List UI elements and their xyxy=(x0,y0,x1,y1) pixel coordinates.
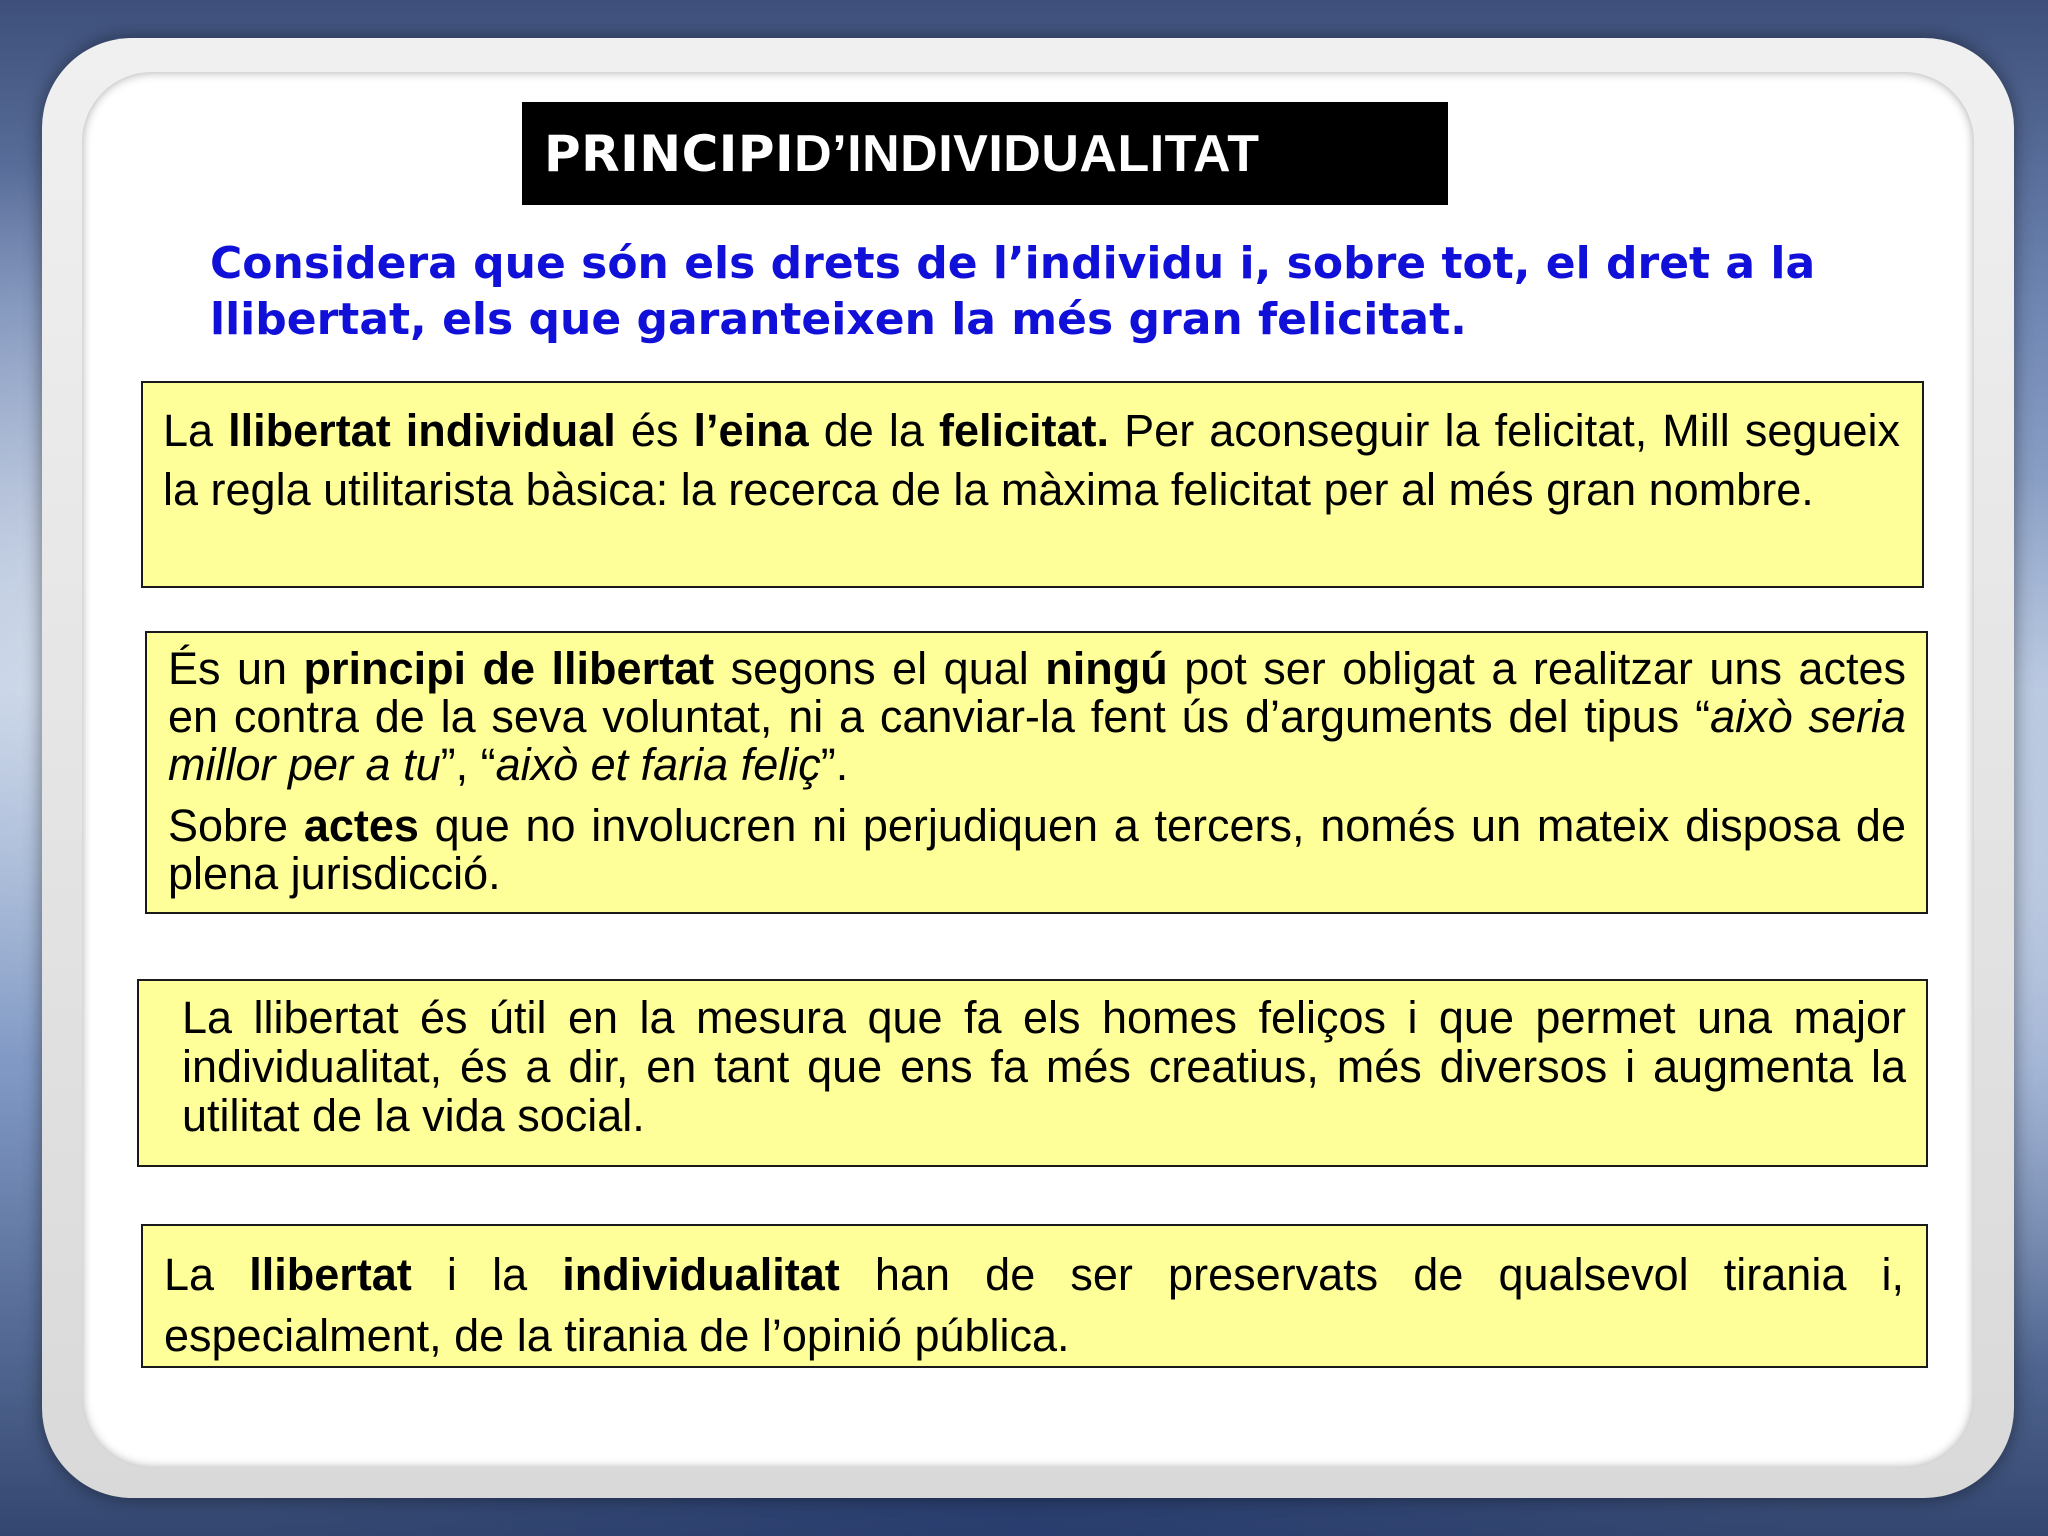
box2-text: És un xyxy=(168,643,304,694)
box2-text: pot ser obligat a realitzar uns actes en contra de la seva voluntat, ni a canviar-la fent ús d’arguments del tipus “ xyxy=(168,643,1906,742)
box2-text: Sobre xyxy=(168,800,304,851)
title-part-1: PRINCIPI xyxy=(544,124,795,183)
box4-paragraph xyxy=(164,1244,1904,1366)
text-box-tirania xyxy=(141,1224,1928,1368)
box2-italic-quote-1: això seria millor per a tu xyxy=(168,691,1906,790)
box2-text: que no involucren ni perjudiquen a tercers, només un mateix disposa de plena jurisdicció. xyxy=(168,800,1906,899)
box2-bold-actes: actes xyxy=(303,800,419,851)
box1-bold-eina: l’eina xyxy=(693,405,809,456)
box1-text: La xyxy=(163,405,229,456)
box1-bold-felicitat: felicitat. xyxy=(939,405,1110,456)
box4-text: i la xyxy=(411,1249,563,1300)
box2-text: ”. xyxy=(820,739,849,790)
text-box-llibertat-util xyxy=(137,979,1928,1167)
slide-title xyxy=(522,102,1448,205)
box1-text: de la xyxy=(808,405,939,456)
text-box-llibertat-eina xyxy=(141,381,1924,588)
box2-text: segons el qual xyxy=(714,643,1046,694)
box1-text: Per aconseguir la felicitat, Mill segueix la regla utilitarista bàsica: la recerca de la màxima felicitat per al més gran nombre. xyxy=(163,405,1900,515)
box4-text: han de ser preservats de qualsevol tirania i, especialment, de la tirania de l’opinió pública. xyxy=(164,1249,1905,1361)
box3-paragraph: La llibertat és útil en la mesura que fa els homes feliços i que permet una major individualitat, és a dir, en tant que ens fa més creatius, més diversos i augmenta la utilitat de la vida social. xyxy=(182,992,1906,1141)
intro-statement: Considera que són els drets de l’individu i, sobre tot, el dret a la llibertat, els que garanteixen la més gran felicitat. xyxy=(210,238,1816,345)
box4-text: La xyxy=(164,1249,250,1300)
box2-paragraph-1 xyxy=(168,645,1906,789)
box2-bold-principi: principi de llibertat xyxy=(303,643,715,694)
box2-text: ”, “ xyxy=(440,739,496,790)
box2-paragraph-2 xyxy=(168,802,1906,898)
box1-bold-llibertat-individual: llibertat individual xyxy=(228,405,616,456)
box4-bold-llibertat: llibertat xyxy=(249,1249,412,1300)
box1-paragraph xyxy=(163,401,1900,519)
box4-bold-individualitat: individualitat xyxy=(562,1249,840,1300)
box1-text: és xyxy=(615,405,694,456)
box2-bold-ningu: ningú xyxy=(1045,643,1168,694)
box2-italic-quote-2: això et faria feliç xyxy=(495,739,821,790)
text-box-principi-llibertat xyxy=(145,631,1928,914)
title-part-2: D’INDIVIDUALITAT xyxy=(794,124,1260,183)
